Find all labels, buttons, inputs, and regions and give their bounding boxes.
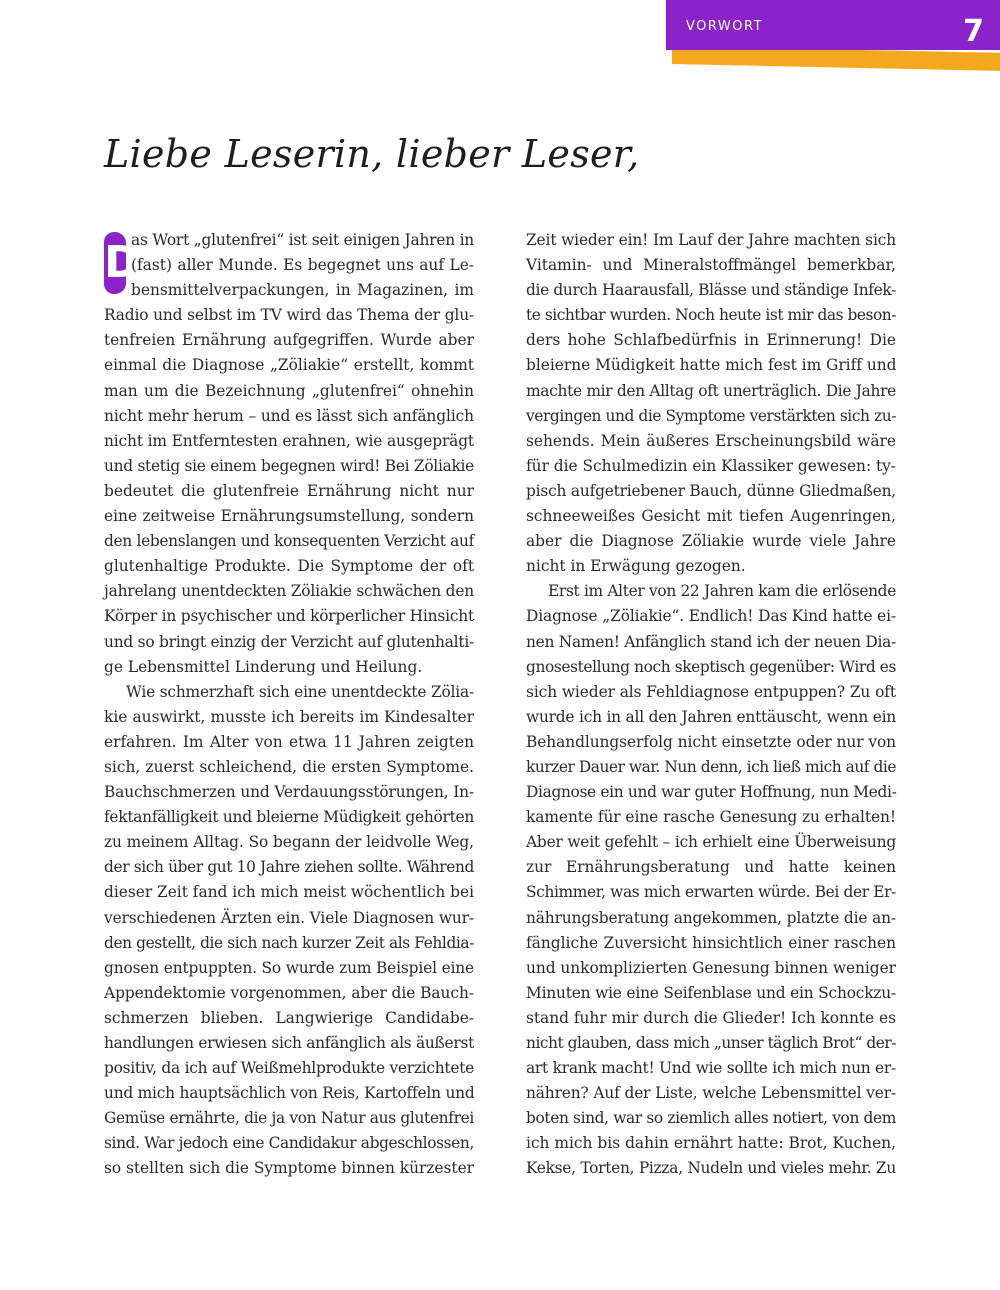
text-line: kamente für eine rasche Genesung zu erhalten! bbox=[526, 808, 896, 827]
text-line: sich, zuerst schleichend, die ersten Symptome. bbox=[104, 757, 474, 776]
text-line: ich mich bis dahin ernährt hatte: Brot, Kuchen, bbox=[526, 1134, 896, 1153]
text-line: kie auswirkt, musste ich bereits im Kindesalter bbox=[104, 707, 474, 726]
text-line: boten sind, war so ziemlich alles notiert, von dem bbox=[526, 1109, 896, 1128]
text-line: Vitamin- und Mineralstoffmängel bemerkbar, bbox=[526, 256, 896, 275]
text-line: nen Namen! Anfänglich stand ich der neuen Dia- bbox=[526, 632, 896, 651]
text-line: handlungen erwiesen sich anfänglich als äußerst bbox=[104, 1034, 474, 1052]
text-line: jahrelang unentdeckten Zöliakie schwächen den bbox=[104, 582, 474, 601]
text-line: für die Schulmedizin ein Klassiker gewesen: ty- bbox=[526, 456, 896, 475]
text-line: nicht im Entferntesten erahnen, wie ausgeprägt bbox=[104, 431, 474, 450]
text-line: sich wieder als Fehldiagnose entpuppen? Zu oft bbox=[526, 682, 896, 701]
text-line: der sich über gut 10 Jahre ziehen sollte. Während bbox=[104, 858, 474, 877]
text-line: und stetig sie einem begegnen wird! Bei Zöliakie bbox=[104, 456, 474, 475]
text-line: te sichtbar wurden. Noch heute ist mir das beson- bbox=[526, 306, 896, 325]
text-line: verschiedenen Ärzten ein. Viele Diagnosen wur- bbox=[104, 908, 474, 927]
text-line: Wie schmerzhaft sich eine unentdeckte Zölia- bbox=[126, 682, 474, 701]
text-line: erfahren. Im Alter von etwa 11 Jahren zeigten bbox=[104, 732, 474, 751]
text-line: aber die Diagnose Zöliakie wurde viele Jahre bbox=[526, 532, 896, 551]
text-line: (fast) aller Munde. Es begegnet uns auf Le- bbox=[131, 256, 474, 275]
text-line: schmerzen blieben. Langwierige Candidabe- bbox=[104, 1008, 474, 1027]
text-line: nicht glauben, dass mich „unser täglich Brot“ der- bbox=[526, 1034, 896, 1052]
text-line: stand fuhr mir durch die Glieder! Ich konnte es bbox=[526, 1008, 896, 1027]
text-line: machte mir den Alltag oft unerträglich. Die Jahre bbox=[526, 381, 896, 400]
text-line: nicht mehr herum – und es lässt sich anfänglich bbox=[104, 406, 474, 425]
text-line: art krank macht! Und wie sollte ich mich nun er- bbox=[526, 1059, 896, 1078]
page-title: Liebe Leserin, lieber Leser, bbox=[104, 132, 640, 176]
text-line: nährungsberatung angekommen, platzte die an- bbox=[526, 908, 896, 927]
text-line: Aber weit gefehlt – ich erhielt eine Überweisung bbox=[526, 833, 896, 852]
text-line: Erst im Alter von 22 Jahren kam die erlösende bbox=[548, 582, 896, 601]
right-column bbox=[526, 228, 896, 1182]
page-number: 7 bbox=[963, 14, 984, 49]
text-line: Diagnose ein und war guter Hoffnung, nun Medi- bbox=[526, 783, 897, 802]
section-label: VORWORT bbox=[686, 19, 764, 34]
text-line: Diagnose „Zöliakie“. Endlich! Das Kind hatte ei- bbox=[526, 607, 896, 626]
text-line: einmal die Diagnose „Zöliakie“ erstellt, kommt bbox=[104, 356, 474, 375]
text-line: bedeutet die glutenfreie Ernährung nicht nur bbox=[104, 481, 474, 500]
text-line: pisch aufgetriebener Bauch, dünne Gliedmaßen, bbox=[526, 481, 896, 500]
text-line: Behandlungserfolg nicht einsetzte oder nur von bbox=[526, 732, 896, 751]
text-line: Gemüse ernährte, die ja von Natur aus glutenfrei bbox=[104, 1109, 474, 1128]
text-line: gnosen entpuppten. So wurde zum Beispiel eine bbox=[104, 958, 474, 977]
text-line: nicht in Erwägung gezogen. bbox=[526, 557, 746, 576]
text-line: zur Ernährungsberatung und hatte keinen bbox=[526, 858, 896, 877]
text-line: man um die Bezeichnung „glutenfrei“ ohnehin bbox=[104, 381, 474, 400]
text-line: kurzer Dauer war. Nun denn, ich ließ mich auf die bbox=[526, 757, 896, 776]
text-line: as Wort „glutenfrei“ ist seit einigen Jahren in bbox=[131, 231, 474, 249]
text-line: gnosestellung noch skeptisch gegenüber: Wird es bbox=[526, 657, 896, 676]
left-column bbox=[104, 228, 474, 1182]
text-line: fektanfälligkeit und bleierne Müdigkeit gehörten bbox=[104, 808, 474, 827]
text-line: und so bringt einzig der Verzicht auf glutenhalti- bbox=[104, 632, 474, 651]
text-line: tenfreien Ernährung aufgegriffen. Wurde aber bbox=[104, 331, 474, 350]
text-line: positiv, da ich auf Weißmehlprodukte verzichtete bbox=[104, 1059, 474, 1078]
text-line: bleierne Müdigkeit hatte mich fest im Griff und bbox=[526, 356, 897, 375]
text-line: Appendektomie vorgenommen, aber die Bauch- bbox=[104, 983, 474, 1002]
text-line: ders hohe Schlafbedürfnis in Erinnerung! Die bbox=[526, 331, 896, 350]
text-line: so stellten sich die Symptome binnen kürzester bbox=[104, 1159, 474, 1178]
text-line: Schimmer, was mich erwarten würde. Bei der Er- bbox=[526, 883, 896, 902]
text-line: bensmittelverpackungen, in Magazinen, im bbox=[131, 281, 474, 300]
text-line: nähren? Auf der Liste, welche Lebensmittel ver- bbox=[526, 1084, 896, 1103]
text-line: die durch Haarausfall, Blässe und ständige Infek- bbox=[526, 281, 896, 300]
text-line: zu meinem Alltag. So begann der leidvolle Weg, bbox=[104, 833, 474, 852]
text-line: Radio und selbst im TV wird das Thema der glu- bbox=[104, 306, 474, 325]
text-line: glutenhaltige Produkte. Die Symptome der oft bbox=[104, 557, 474, 576]
text-line: und mich hauptsächlich von Reis, Kartoffeln und bbox=[104, 1084, 475, 1103]
drop-cap: D bbox=[104, 232, 126, 294]
text-line: Zeit wieder ein! Im Lauf der Jahre machten sich bbox=[526, 231, 896, 249]
text-line: schneeweißes Gesicht mit tiefen Augenringen, bbox=[526, 507, 896, 526]
text-line: Minuten wie eine Seifenblase und ein Schockzu- bbox=[526, 983, 896, 1002]
text-line: den gestellt, die sich nach kurzer Zeit als Fehldia- bbox=[104, 933, 474, 952]
text-line: fängliche Zuversicht hinsichtlich einer raschen bbox=[526, 933, 896, 952]
text-line: ge Lebensmittel Linderung und Heilung. bbox=[104, 657, 423, 676]
text-line: den lebenslangen und konsequenten Verzicht auf bbox=[104, 532, 474, 551]
text-line: Bauchschmerzen und Verdauungsstörungen, In- bbox=[104, 783, 474, 802]
text-line: dieser Zeit fand ich mich meist wöchentlich bei bbox=[104, 883, 474, 902]
text-line: eine zeitweise Ernährungsumstellung, sondern bbox=[104, 507, 474, 526]
text-line: vergingen und die Symptome verstärkten sich zu- bbox=[526, 406, 896, 425]
text-line: Körper in psychischer und körperlicher Hinsicht bbox=[104, 607, 474, 626]
text-line: wurde ich in all den Jahren enttäuscht, wenn ein bbox=[526, 707, 896, 726]
text-line: Kekse, Torten, Pizza, Nudeln und vieles mehr. Zu bbox=[526, 1159, 896, 1178]
text-line: sehends. Mein äußeres Erscheinungsbild wäre bbox=[526, 431, 896, 450]
text-line: und unkomplizierten Genesung binnen weniger bbox=[526, 958, 896, 977]
text-line: sind. War jedoch eine Candidakur abgeschlossen, bbox=[104, 1134, 474, 1153]
